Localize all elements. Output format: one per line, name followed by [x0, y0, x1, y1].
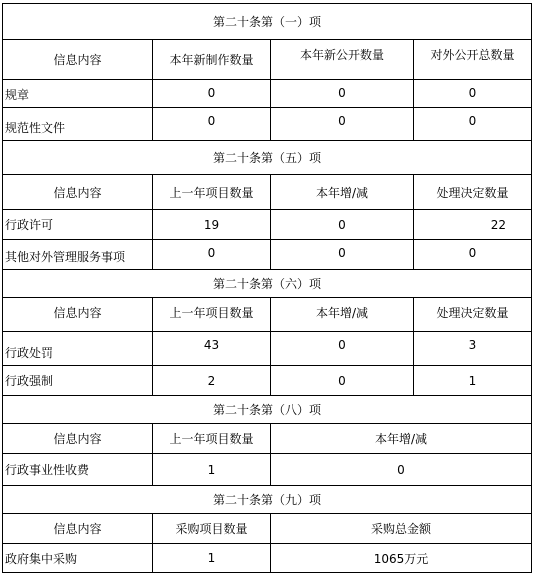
value-cell: 0 — [271, 108, 414, 140]
table-row — [3, 240, 531, 270]
value-cell: 1 — [153, 544, 271, 572]
value-cell: 0 — [468, 86, 477, 100]
value-cell: 1 — [153, 454, 271, 485]
value-cell: 0 — [153, 80, 271, 107]
value-cell: 0 — [397, 462, 405, 477]
header-cell: 信息内容 — [3, 298, 153, 331]
row-label: 政府集中采购 — [3, 544, 153, 572]
header-cell: 信息内容 — [3, 175, 153, 209]
value-cell: 0 — [153, 108, 271, 140]
row-label: 行政许可 — [3, 210, 153, 239]
row-label: 其他对外管理服务事项 — [3, 240, 153, 269]
header-cell: 信息内容 — [3, 424, 153, 453]
value-cell: 43 — [153, 332, 271, 365]
value-cell: 0 — [271, 332, 414, 365]
table-row — [3, 366, 531, 396]
value-cell: 3 — [468, 338, 477, 352]
value-cell: 0 — [153, 240, 271, 269]
section-title-row — [3, 270, 531, 298]
header-cell: 本年新制作数量 — [153, 40, 271, 79]
header-row — [3, 514, 531, 544]
header-cell: 本年增/减 — [374, 432, 428, 446]
value-cell: 0 — [271, 210, 414, 239]
section-title-row — [3, 486, 531, 514]
value-cell: 0 — [271, 240, 414, 269]
header-cell: 信息内容 — [3, 514, 153, 543]
value-cell: 0 — [468, 246, 477, 260]
row-label: 行政处罚 — [3, 332, 153, 365]
table-row — [3, 544, 531, 572]
disclosure-table — [2, 3, 532, 573]
value-cell: 1 — [468, 373, 477, 388]
section-title: 第二十条第（八）项 — [212, 403, 321, 417]
header-cell: 处理决定数量 — [436, 185, 509, 200]
header-row — [3, 298, 531, 332]
value-cell: 0 — [468, 114, 477, 128]
header-cell: 信息内容 — [3, 40, 153, 79]
header-row — [3, 424, 531, 454]
value-cell: 19 — [153, 210, 271, 239]
header-cell: 本年增/减 — [271, 298, 414, 331]
value-cell: 1065万元 — [373, 551, 429, 566]
row-label: 规范性文件 — [3, 108, 153, 140]
header-cell: 本年增/减 — [271, 175, 414, 209]
header-cell: 对外公开总数量 — [430, 48, 515, 62]
section-title: 第二十条第（六）项 — [212, 277, 321, 291]
row-label: 行政事业性收费 — [3, 454, 153, 485]
header-cell: 处理决定数量 — [436, 306, 509, 320]
section-title-row — [3, 396, 531, 424]
header-cell: 上一年项目数量 — [153, 298, 271, 331]
header-cell: 本年新公开数量 — [271, 40, 414, 79]
header-cell: 采购总金额 — [370, 522, 431, 536]
section-title: 第二十条第（一）项 — [212, 15, 321, 29]
header-row — [3, 40, 531, 80]
row-label: 行政强制 — [3, 366, 153, 395]
header-row — [3, 175, 531, 210]
header-cell: 上一年项目数量 — [153, 424, 271, 453]
table-row — [3, 210, 531, 240]
table-row — [3, 332, 531, 366]
section-title-row — [3, 4, 531, 40]
value-cell: 0 — [271, 366, 414, 395]
header-cell: 上一年项目数量 — [153, 175, 271, 209]
header-cell: 采购项目数量 — [153, 514, 271, 543]
table-row — [3, 80, 531, 108]
value-cell: 0 — [271, 80, 414, 107]
section-title: 第二十条第（五）项 — [212, 151, 321, 165]
value-cell: 2 — [153, 366, 271, 395]
table-row — [3, 454, 531, 486]
row-label: 规章 — [3, 80, 153, 107]
value-cell: 22 — [490, 217, 506, 232]
section-title: 第二十条第（九）项 — [212, 493, 321, 507]
table-row — [3, 108, 531, 141]
section-title-row — [3, 141, 531, 175]
